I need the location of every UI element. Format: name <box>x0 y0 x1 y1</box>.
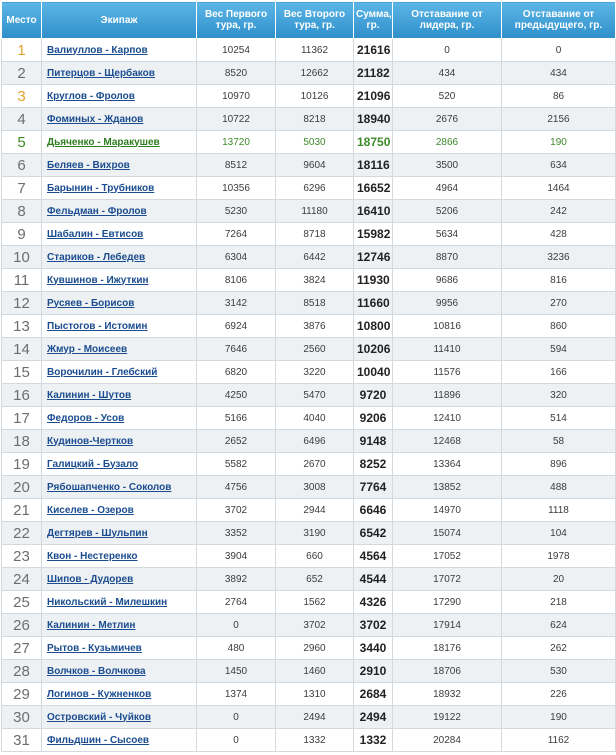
gap-leader-cell: 3500 <box>393 154 502 177</box>
sum-cell: 2494 <box>354 706 393 729</box>
gap-leader-cell: 10816 <box>393 315 502 338</box>
second-round-weight-cell: 2670 <box>276 453 354 476</box>
header-gap-leader: Отставание от лидера, гр. <box>393 2 502 39</box>
gap-previous-cell: 20 <box>502 568 616 591</box>
table-row <box>2 591 616 614</box>
crew-cell <box>42 62 197 85</box>
table-row <box>2 729 616 752</box>
place-cell: 13 <box>2 315 42 338</box>
first-round-weight-cell: 3892 <box>197 568 276 591</box>
first-round-weight-cell: 6924 <box>197 315 276 338</box>
place-cell: 30 <box>2 706 42 729</box>
gap-previous-cell: 166 <box>502 361 616 384</box>
sum-cell: 16652 <box>354 177 393 200</box>
crew-link[interactable]: Квон - Нестеренко <box>47 550 138 562</box>
first-round-weight-cell: 4250 <box>197 384 276 407</box>
crew-link[interactable]: Фельдман - Фролов <box>47 205 147 217</box>
second-round-weight-cell: 3702 <box>276 614 354 637</box>
crew-cell <box>42 591 197 614</box>
second-round-weight-cell: 6496 <box>276 430 354 453</box>
gap-leader-cell: 9956 <box>393 292 502 315</box>
second-round-weight-cell: 3220 <box>276 361 354 384</box>
sum-cell: 9720 <box>354 384 393 407</box>
place-cell: 12 <box>2 292 42 315</box>
results-table <box>1 1 616 752</box>
place-cell: 15 <box>2 361 42 384</box>
gap-previous-cell: 262 <box>502 637 616 660</box>
gap-previous-cell: 1978 <box>502 545 616 568</box>
second-round-weight-cell: 6296 <box>276 177 354 200</box>
crew-cell <box>42 315 197 338</box>
sum-cell: 10800 <box>354 315 393 338</box>
sum-cell: 6646 <box>354 499 393 522</box>
place-cell: 5 <box>2 131 42 154</box>
crew-link[interactable]: Валиуллов - Карпов <box>47 44 148 56</box>
sum-cell: 18116 <box>354 154 393 177</box>
first-round-weight-cell: 1450 <box>197 660 276 683</box>
gap-leader-cell: 13364 <box>393 453 502 476</box>
header-sum: Сумма, гр. <box>354 2 393 39</box>
table-row <box>2 660 616 683</box>
place-cell: 2 <box>2 62 42 85</box>
sum-cell: 18940 <box>354 108 393 131</box>
table-row <box>2 430 616 453</box>
gap-leader-cell: 5634 <box>393 223 502 246</box>
table-row <box>2 200 616 223</box>
second-round-weight-cell: 5470 <box>276 384 354 407</box>
table-row <box>2 85 616 108</box>
place-cell: 24 <box>2 568 42 591</box>
place-cell: 25 <box>2 591 42 614</box>
first-round-weight-cell: 4756 <box>197 476 276 499</box>
crew-link[interactable]: Беляев - Вихров <box>47 159 130 171</box>
table-row <box>2 453 616 476</box>
place-cell: 27 <box>2 637 42 660</box>
second-round-weight-cell: 2494 <box>276 706 354 729</box>
crew-link[interactable]: Калинин - Шутов <box>47 389 132 401</box>
sum-cell: 8252 <box>354 453 393 476</box>
second-round-weight-cell: 1332 <box>276 729 354 752</box>
first-round-weight-cell: 5582 <box>197 453 276 476</box>
first-round-weight-cell: 6304 <box>197 246 276 269</box>
crew-cell <box>42 706 197 729</box>
place-cell: 21 <box>2 499 42 522</box>
crew-link[interactable]: Круглов - Фролов <box>47 90 135 102</box>
sum-cell: 18750 <box>354 131 393 154</box>
crew-cell <box>42 361 197 384</box>
crew-link[interactable]: Стариков - Лебедев <box>47 251 146 263</box>
second-round-weight-cell: 652 <box>276 568 354 591</box>
second-round-weight-cell: 3824 <box>276 269 354 292</box>
first-round-weight-cell: 10356 <box>197 177 276 200</box>
second-round-weight-cell: 8518 <box>276 292 354 315</box>
sum-cell: 16410 <box>354 200 393 223</box>
gap-previous-cell: 624 <box>502 614 616 637</box>
first-round-weight-cell: 8106 <box>197 269 276 292</box>
gap-previous-cell: 242 <box>502 200 616 223</box>
sum-cell: 4326 <box>354 591 393 614</box>
gap-leader-cell: 12468 <box>393 430 502 453</box>
gap-previous-cell: 1464 <box>502 177 616 200</box>
crew-cell <box>42 568 197 591</box>
header-crew: Экипаж <box>42 2 197 39</box>
second-round-weight-cell: 1310 <box>276 683 354 706</box>
table-row <box>2 315 616 338</box>
sum-cell: 2910 <box>354 660 393 683</box>
crew-cell <box>42 683 197 706</box>
first-round-weight-cell: 1374 <box>197 683 276 706</box>
table-row <box>2 154 616 177</box>
place-cell: 23 <box>2 545 42 568</box>
crew-cell <box>42 177 197 200</box>
first-round-weight-cell: 2764 <box>197 591 276 614</box>
gap-leader-cell: 17914 <box>393 614 502 637</box>
second-round-weight-cell: 3876 <box>276 315 354 338</box>
place-cell: 31 <box>2 729 42 752</box>
gap-previous-cell: 190 <box>502 706 616 729</box>
gap-leader-cell: 17290 <box>393 591 502 614</box>
first-round-weight-cell: 10970 <box>197 85 276 108</box>
crew-cell <box>42 729 197 752</box>
header-first-round-weight: Вес Первого тура, гр. <box>197 2 276 39</box>
crew-link[interactable]: Островский - Чуйков <box>47 711 151 723</box>
gap-previous-cell: 270 <box>502 292 616 315</box>
table-row <box>2 706 616 729</box>
table-row <box>2 246 616 269</box>
gap-previous-cell: 860 <box>502 315 616 338</box>
gap-leader-cell: 18706 <box>393 660 502 683</box>
gap-previous-cell: 218 <box>502 591 616 614</box>
sum-cell: 10206 <box>354 338 393 361</box>
place-cell: 14 <box>2 338 42 361</box>
crew-cell <box>42 108 197 131</box>
gap-leader-cell: 11410 <box>393 338 502 361</box>
table-row <box>2 407 616 430</box>
table-row <box>2 384 616 407</box>
place-cell: 17 <box>2 407 42 430</box>
gap-leader-cell: 2866 <box>393 131 502 154</box>
crew-link[interactable]: Дегтярев - Шульпин <box>47 527 148 539</box>
gap-previous-cell: 530 <box>502 660 616 683</box>
crew-cell <box>42 131 197 154</box>
gap-leader-cell: 17072 <box>393 568 502 591</box>
gap-leader-cell: 13852 <box>393 476 502 499</box>
sum-cell: 3702 <box>354 614 393 637</box>
gap-leader-cell: 14970 <box>393 499 502 522</box>
gap-previous-cell: 190 <box>502 131 616 154</box>
crew-link[interactable]: Питерцов - Щербаков <box>47 67 155 79</box>
place-cell: 9 <box>2 223 42 246</box>
first-round-weight-cell: 3142 <box>197 292 276 315</box>
table-row <box>2 177 616 200</box>
first-round-weight-cell: 480 <box>197 637 276 660</box>
crew-link[interactable]: Рытов - Кузьмичев <box>47 642 142 654</box>
second-round-weight-cell: 1562 <box>276 591 354 614</box>
crew-cell <box>42 614 197 637</box>
crew-cell <box>42 223 197 246</box>
table-row <box>2 338 616 361</box>
crew-cell <box>42 292 197 315</box>
table-row <box>2 637 616 660</box>
first-round-weight-cell: 3702 <box>197 499 276 522</box>
gap-leader-cell: 18932 <box>393 683 502 706</box>
crew-link[interactable]: Калинин - Метлин <box>47 619 136 631</box>
first-round-weight-cell: 8512 <box>197 154 276 177</box>
table-row <box>2 683 616 706</box>
table-header <box>2 2 616 39</box>
sum-cell: 7764 <box>354 476 393 499</box>
gap-leader-cell: 0 <box>393 39 502 62</box>
gap-leader-cell: 8870 <box>393 246 502 269</box>
sum-cell: 6542 <box>354 522 393 545</box>
sum-cell: 11930 <box>354 269 393 292</box>
table-row <box>2 545 616 568</box>
table-row <box>2 476 616 499</box>
first-round-weight-cell: 0 <box>197 614 276 637</box>
sum-cell: 11660 <box>354 292 393 315</box>
sum-cell: 2684 <box>354 683 393 706</box>
gap-previous-cell: 896 <box>502 453 616 476</box>
place-cell: 1 <box>2 39 42 62</box>
second-round-weight-cell: 11180 <box>276 200 354 223</box>
gap-previous-cell: 2156 <box>502 108 616 131</box>
sum-cell: 9148 <box>354 430 393 453</box>
first-round-weight-cell: 8520 <box>197 62 276 85</box>
crew-cell <box>42 200 197 223</box>
sum-cell: 1332 <box>354 729 393 752</box>
crew-link[interactable]: Фильдшин - Сысоев <box>47 734 150 746</box>
second-round-weight-cell: 8218 <box>276 108 354 131</box>
crew-cell <box>42 338 197 361</box>
crew-cell <box>42 407 197 430</box>
place-cell: 20 <box>2 476 42 499</box>
gap-leader-cell: 18176 <box>393 637 502 660</box>
second-round-weight-cell: 10126 <box>276 85 354 108</box>
second-round-weight-cell: 8718 <box>276 223 354 246</box>
second-round-weight-cell: 3190 <box>276 522 354 545</box>
crew-cell <box>42 154 197 177</box>
first-round-weight-cell: 6820 <box>197 361 276 384</box>
crew-link[interactable]: Дьяченко - Маракушев <box>47 136 160 148</box>
crew-link[interactable]: Русяев - Борисов <box>47 297 135 309</box>
crew-link[interactable]: Ворочилин - Глебский <box>47 366 158 378</box>
second-round-weight-cell: 2960 <box>276 637 354 660</box>
place-cell: 11 <box>2 269 42 292</box>
header-gap-previous: Отставание от предыдущего, гр. <box>502 2 616 39</box>
crew-cell <box>42 39 197 62</box>
place-cell: 16 <box>2 384 42 407</box>
sum-cell: 4544 <box>354 568 393 591</box>
gap-previous-cell: 86 <box>502 85 616 108</box>
gap-previous-cell: 514 <box>502 407 616 430</box>
crew-link[interactable]: Кудинов-Чертков <box>47 435 134 447</box>
second-round-weight-cell: 9604 <box>276 154 354 177</box>
first-round-weight-cell: 0 <box>197 729 276 752</box>
table-row <box>2 269 616 292</box>
crew-cell <box>42 269 197 292</box>
gap-previous-cell: 634 <box>502 154 616 177</box>
second-round-weight-cell: 2944 <box>276 499 354 522</box>
crew-link[interactable]: Волчков - Волчкова <box>47 665 146 677</box>
first-round-weight-cell: 10722 <box>197 108 276 131</box>
sum-cell: 10040 <box>354 361 393 384</box>
gap-previous-cell: 226 <box>502 683 616 706</box>
first-round-weight-cell: 2652 <box>197 430 276 453</box>
second-round-weight-cell: 1460 <box>276 660 354 683</box>
gap-previous-cell: 488 <box>502 476 616 499</box>
gap-leader-cell: 2676 <box>393 108 502 131</box>
second-round-weight-cell: 2560 <box>276 338 354 361</box>
sum-cell: 3440 <box>354 637 393 660</box>
crew-cell <box>42 384 197 407</box>
crew-link[interactable]: Галицкий - Бузало <box>47 458 139 470</box>
place-cell: 28 <box>2 660 42 683</box>
first-round-weight-cell: 3352 <box>197 522 276 545</box>
crew-link[interactable]: Шабалин - Евтисов <box>47 228 144 240</box>
gap-previous-cell: 816 <box>502 269 616 292</box>
table-row <box>2 499 616 522</box>
crew-link[interactable]: Киселев - Озеров <box>47 504 134 516</box>
table-body <box>2 39 616 752</box>
sum-cell: 9206 <box>354 407 393 430</box>
first-round-weight-cell: 5166 <box>197 407 276 430</box>
sum-cell: 15982 <box>354 223 393 246</box>
gap-previous-cell: 1162 <box>502 729 616 752</box>
sum-cell: 12746 <box>354 246 393 269</box>
table-row <box>2 39 616 62</box>
table-row <box>2 568 616 591</box>
crew-link[interactable]: Никольский - Милешкин <box>47 596 168 608</box>
place-cell: 10 <box>2 246 42 269</box>
header-place: Место <box>2 2 42 39</box>
crew-cell <box>42 499 197 522</box>
second-round-weight-cell: 6442 <box>276 246 354 269</box>
table-row <box>2 292 616 315</box>
gap-leader-cell: 20284 <box>393 729 502 752</box>
gap-leader-cell: 15074 <box>393 522 502 545</box>
crew-cell <box>42 522 197 545</box>
crew-cell <box>42 430 197 453</box>
second-round-weight-cell: 4040 <box>276 407 354 430</box>
gap-leader-cell: 12410 <box>393 407 502 430</box>
header-second-round-weight: Вес Второго тура, гр. <box>276 2 354 39</box>
table-row <box>2 223 616 246</box>
table-row <box>2 108 616 131</box>
first-round-weight-cell: 0 <box>197 706 276 729</box>
second-round-weight-cell: 11362 <box>276 39 354 62</box>
gap-leader-cell: 9686 <box>393 269 502 292</box>
crew-link[interactable]: Жмур - Моисеев <box>47 343 128 355</box>
crew-cell <box>42 85 197 108</box>
place-cell: 6 <box>2 154 42 177</box>
crew-cell <box>42 660 197 683</box>
place-cell: 26 <box>2 614 42 637</box>
crew-cell <box>42 476 197 499</box>
table-row <box>2 614 616 637</box>
crew-cell <box>42 453 197 476</box>
crew-cell <box>42 637 197 660</box>
crew-link[interactable]: Пыстогов - Истомин <box>47 320 148 332</box>
sum-cell: 21096 <box>354 85 393 108</box>
gap-previous-cell: 594 <box>502 338 616 361</box>
gap-previous-cell: 320 <box>502 384 616 407</box>
place-cell: 18 <box>2 430 42 453</box>
gap-previous-cell: 0 <box>502 39 616 62</box>
gap-previous-cell: 104 <box>502 522 616 545</box>
crew-cell <box>42 246 197 269</box>
first-round-weight-cell: 5230 <box>197 200 276 223</box>
gap-leader-cell: 19122 <box>393 706 502 729</box>
sum-cell: 21182 <box>354 62 393 85</box>
crew-link[interactable]: Барынин - Трубников <box>47 182 155 194</box>
gap-leader-cell: 5206 <box>393 200 502 223</box>
place-cell: 3 <box>2 85 42 108</box>
crew-link[interactable]: Кувшинов - Ижуткин <box>47 274 149 286</box>
gap-previous-cell: 1118 <box>502 499 616 522</box>
table-row <box>2 522 616 545</box>
gap-leader-cell: 520 <box>393 85 502 108</box>
header-row <box>2 2 616 39</box>
crew-link[interactable]: Логинов - Кужненков <box>47 688 152 700</box>
place-cell: 22 <box>2 522 42 545</box>
first-round-weight-cell: 3904 <box>197 545 276 568</box>
crew-link[interactable]: Федоров - Усов <box>47 412 125 424</box>
table-row <box>2 361 616 384</box>
place-cell: 7 <box>2 177 42 200</box>
first-round-weight-cell: 7646 <box>197 338 276 361</box>
second-round-weight-cell: 3008 <box>276 476 354 499</box>
first-round-weight-cell: 10254 <box>197 39 276 62</box>
gap-leader-cell: 11576 <box>393 361 502 384</box>
sum-cell: 21616 <box>354 39 393 62</box>
table-row <box>2 131 616 154</box>
gap-previous-cell: 3236 <box>502 246 616 269</box>
table-row <box>2 62 616 85</box>
place-cell: 19 <box>2 453 42 476</box>
gap-previous-cell: 428 <box>502 223 616 246</box>
gap-leader-cell: 11896 <box>393 384 502 407</box>
place-cell: 8 <box>2 200 42 223</box>
gap-previous-cell: 434 <box>502 62 616 85</box>
second-round-weight-cell: 12662 <box>276 62 354 85</box>
sum-cell: 4564 <box>354 545 393 568</box>
crew-cell <box>42 545 197 568</box>
place-cell: 4 <box>2 108 42 131</box>
gap-leader-cell: 17052 <box>393 545 502 568</box>
second-round-weight-cell: 5030 <box>276 131 354 154</box>
first-round-weight-cell: 13720 <box>197 131 276 154</box>
gap-previous-cell: 58 <box>502 430 616 453</box>
gap-leader-cell: 434 <box>393 62 502 85</box>
place-cell: 29 <box>2 683 42 706</box>
second-round-weight-cell: 660 <box>276 545 354 568</box>
first-round-weight-cell: 7264 <box>197 223 276 246</box>
crew-link[interactable]: Фоминых - Жданов <box>47 113 144 125</box>
crew-link[interactable]: Шипов - Дудорев <box>47 573 134 585</box>
gap-leader-cell: 4964 <box>393 177 502 200</box>
crew-link[interactable]: Рябошапченко - Соколов <box>47 481 172 493</box>
